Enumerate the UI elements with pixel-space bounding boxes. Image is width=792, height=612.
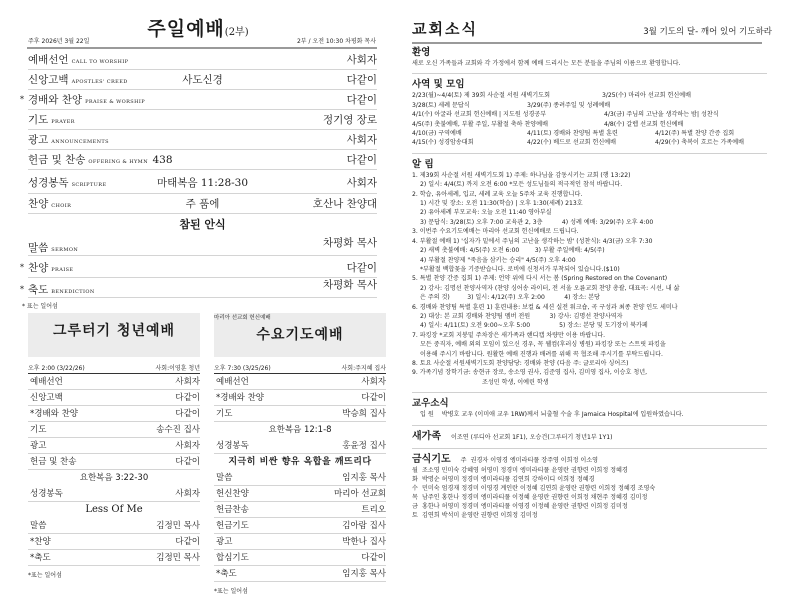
- order-item: 경배와 찬양 PRAISE & WORSHIP: [28, 94, 146, 106]
- member-news-heading: 교우소식: [412, 398, 449, 410]
- new-family-section: [412, 430, 767, 443]
- order-item: 기도 PRAYER: [28, 114, 75, 126]
- notice-line: 7. 파킹장 *교회 지붕밑 주차장은 새가족과 핸디캡 차량만 이용 바랍니다.: [412, 331, 606, 339]
- schedule-row: 4/15(수) 성경암송대회 4/22(수) 베드로 선교회 헌신예배 4/29(수) 축복이 흐르는 가족예배: [412, 139, 745, 147]
- order-item: 찬양 PRAISE: [28, 262, 74, 274]
- order-row: [28, 194, 377, 214]
- welcome-heading: 환영: [412, 47, 431, 58]
- order-row: [28, 236, 377, 256]
- order-row: [28, 130, 377, 150]
- fasting-row: 월 조소영 민미숙 강혜영 허영미 정경미 엥미라티풀 윤영란 권향련 이희정 정혜경: [412, 466, 628, 474]
- stand-marker: *: [20, 285, 24, 294]
- notice-line: 모든 중직자, 예배 외의 모임이 있으신 경우, 꼭 웰컴(후러싱 병원) 파킹장 또는 스트릿 파킹을: [420, 341, 666, 349]
- new-family-heading: 새가족: [412, 430, 441, 442]
- schedule-row: 2/23(월)~4/4(토) 제 39회 사순절 서원 새벽기도회 3/25(수) 마리아 선교회 헌신예배: [412, 92, 692, 100]
- notice-line: 4) 부활절 찬양제 "죽음을 삼키는 승리" 4/5(주) 오후 4:00: [420, 256, 576, 264]
- order-row: 기도 박승희 집사: [214, 406, 386, 422]
- welcome-text: 새로 오신 가족들과 교회와 각 가정에서 함께 예배 드리시는 모든 분들을 주님의 이름으로 환영합니다.: [412, 60, 681, 67]
- notice-line: 이용해 주시기 바랍니다. 원활한 예배 진행과 배려를 위해 꼭 협조해 주시기를 부탁드립니다.: [420, 350, 663, 358]
- notice-line: 9. 가족기념 장학기금: 송현규 장로, 송소영 권사, 김준영 집사, 김미영 집사, 이승호 청년,: [412, 369, 648, 377]
- notice-line: 8. 토요 사순절 서원새벽기도회 찬양담당: 경배와 찬양 (다음 주: 글로리아 싱어즈): [412, 359, 629, 367]
- notice-line: 1) 시간 및 장소: 오전 11:30(학습) | 오후 1:30(세례) 213호: [420, 200, 583, 208]
- order-row: 헌금찬송 트리오: [214, 502, 386, 518]
- news-content: [412, 46, 767, 520]
- order-leader: 정기영 장로: [322, 114, 377, 126]
- notice-line: 4) 일시: 4/11(토) 오전 9:00~오후 5:00 5) 장소: 본당 및 도기장이 북카페: [420, 322, 648, 330]
- order-item: 광고 ANNOUNCEMENTS: [28, 134, 109, 146]
- notice-line: 3. 이번주 수요기도예배는 마리아 선교회 헌신예배로 드립니다.: [412, 228, 579, 236]
- youth-service-meta: [28, 357, 200, 374]
- order-row: *경배와 찬양 다같이: [214, 390, 386, 406]
- hospitalized-label: 입 원: [420, 411, 434, 419]
- scripture-reference: 요한복음 3:22-30: [79, 473, 149, 483]
- stand-marker: *: [20, 95, 24, 104]
- title-text: 주일예배: [147, 18, 225, 40]
- order-row: 헌금기도 김아람 집사: [214, 518, 386, 534]
- divider: [412, 448, 767, 449]
- order-item: 찬양 CHOIR: [28, 198, 72, 210]
- order-row: [28, 110, 377, 130]
- order-leader: 다같이: [346, 262, 377, 274]
- fasting-prayer-section: [412, 453, 767, 520]
- fasting-row: 주 권경자 이영경 엥미라티풀 장주영 이희정 이소영: [460, 456, 599, 464]
- notice-line: 6. 경배와 찬양팀 특별 훈련 1) 훈련내용: 보컬 & 세션 실전 워크숍, 곡 구성과 최종 찬양 인도 세미나: [412, 303, 678, 311]
- stand-footnote: * 표는 일어섬: [22, 303, 58, 310]
- notice-line: 4. 부활절 예배 1) '십자가 밑에서 주님의 고난을 생각하는 밤' (성찬식): 4/3(금) 오후 7:30: [412, 237, 653, 245]
- order-row: 성경봉독 사회자: [28, 486, 200, 502]
- order-row: *찬양 다같이: [28, 534, 200, 550]
- member-news-text: 박병호 교우 (이미애 교우 1RW)께서 뇌출혈 수술 후 Jamaica Hospital에 입원하였습니다.: [441, 411, 684, 419]
- order-row: [28, 50, 377, 70]
- service-time: 오후 7:30 (3/25/26): [214, 365, 271, 372]
- header-divider: [27, 47, 377, 49]
- wednesday-service-meta: [214, 357, 386, 374]
- title-suffix: (2부): [224, 27, 249, 38]
- youth-service-title: 그루터기 청년예배: [52, 323, 176, 339]
- order-row: 예배선언 사회자: [214, 374, 386, 390]
- notice-line: 2) 유아세례 부모교육: 오늘 오전 11:40 영아부실: [420, 209, 552, 217]
- service-date: 주후 2026년 3월 22일: [28, 38, 90, 45]
- order-item: 신앙고백 APOSTLES' CREED: [28, 74, 128, 86]
- member-news-line: [412, 410, 767, 419]
- notice-line: 은 주의 것) 3) 일시: 4/12(주) 오후 2:00 4) 장소: 본당: [420, 294, 600, 302]
- order-row: 말씀 임지홍 목사: [214, 470, 386, 486]
- order-item: 말씀 SERMON: [28, 242, 79, 254]
- order-leader: 다같이: [346, 154, 377, 166]
- fasting-row: 화 박명순 허영미 정경미 엥미라티풀 김연희 강하이디 이희정 정혜경: [412, 475, 595, 483]
- youth-service-header: [28, 313, 200, 357]
- order-row: 예배선언 사회자: [28, 374, 200, 390]
- stand-footnote: *표는 일어섬: [214, 588, 248, 595]
- notices-heading: 알 림: [412, 158, 434, 170]
- order-leader: 다같이: [346, 74, 377, 86]
- sermon-title: 참된 안식: [179, 218, 226, 231]
- divider: [412, 392, 767, 393]
- church-news-page: [396, 0, 792, 612]
- header-divider: [412, 42, 762, 44]
- schedule-row: 4/5(주) 촛불예배, 부활 주일, 부활절 축하 찬양예배 4/8(수) 갈렙 선교회 헌신예배: [412, 120, 684, 128]
- order-item: 축도 BENEDICTION: [28, 284, 95, 296]
- order-row: [28, 150, 377, 170]
- order-item: 성경봉독 SCRIPTURE: [28, 177, 107, 189]
- new-family-text: 이조연 (루디아 선교회 1F1), 오승건(그루터기 청년1부 1Y1): [450, 433, 613, 441]
- schedule-row: 3/28(토) 세례 문답식 3/29(주) 종려주일 및 성례예배: [412, 101, 611, 109]
- order-leader: 차평화 목사: [322, 237, 377, 249]
- divider: [412, 425, 767, 426]
- sermon-title: 지극히 비싼 향유 옥합을 깨뜨리다: [228, 457, 372, 467]
- notice-line: 조성민 학생, 이예린 학생: [482, 378, 549, 386]
- order-detail: 사도신경: [182, 74, 223, 86]
- monthly-motto: 3월 기도의 달- 깨어 있어 기도하라: [643, 27, 772, 37]
- order-row: [28, 70, 377, 90]
- service-host: 사회:주지혜 집사: [341, 365, 386, 372]
- order-row: [20, 278, 377, 298]
- youth-service: [28, 313, 200, 579]
- service-time: 오후 2:00 (3/22/26): [28, 365, 85, 372]
- divider: [412, 153, 767, 154]
- wednesday-service-header: [214, 313, 386, 357]
- notice-line: 3) 문답식: 3/28(토) 오후 7:00 교육관 2, 3층 4) 성례 예배: 3/29(주) 오후 4:00: [420, 218, 654, 226]
- order-leader: 호산나 찬양대: [312, 198, 377, 210]
- order-leader: 사회자: [346, 54, 377, 66]
- scripture-reference: 마태복음 11:28-30: [156, 177, 249, 189]
- notice-line: 2. 학습, 유아세례, 입교, 세례 교육 오늘 5주차 교육 진행합니다.: [412, 190, 583, 198]
- notice-line: 1. 제39회 사순절 서원 새벽기도회 1) 주제: 하나님을 감동시키는 교회 (행 13:22): [412, 171, 631, 179]
- order-row: *축도 김정민 목사: [28, 550, 200, 566]
- order-leader: 차평화 목사: [322, 279, 377, 291]
- order-row: [20, 256, 377, 278]
- order-row: [20, 90, 377, 110]
- service-tag: 마리아 선교회 헌신예배: [214, 315, 271, 321]
- service-host: 사회:이영훈 청년: [155, 365, 200, 372]
- fasting-row: 수 민미숙 엄경재 정경미 이영경 계인란 이정혜 김연희 윤영란 권향련 이희정 정혜경 조영숙: [412, 484, 656, 492]
- order-leader: 다같이: [346, 94, 377, 106]
- notice-line: 5. 특별 찬양 간증 집회 1) 주제: 언약 위에 다시 서는 봄 (Spring Restored on the Covenant): [412, 275, 668, 283]
- wednesday-service: [214, 313, 386, 595]
- order-item: 예배선언 CALL TO WORSHIP: [28, 54, 129, 66]
- stand-footnote: *표는 일어섬: [28, 572, 62, 579]
- schedule-row: 4/1(수) 아굴라 선교회 헌신예배 | 지도원 성경공부 4/3(금) 주님의 고난을 생각하는 밤| 성찬식: [412, 111, 719, 119]
- order-row: 합심기도 다같이: [214, 550, 386, 566]
- order-leader: 사회자: [346, 177, 377, 189]
- stand-marker: *: [20, 263, 24, 272]
- fasting-row: 토 김연희 박석미 윤영란 권향련 이희정 김미정: [412, 511, 538, 519]
- order-row: 헌금 및 찬송 다같이: [28, 454, 200, 470]
- schedule-heading: 사역 및 모임: [412, 79, 465, 91]
- notice-line: *부활절 백합꽃을 기증받습니다. 로비에 신청서가 부착되어 있습니다.($10): [420, 265, 620, 273]
- scripture-reference: 요한복음 12:1-8: [268, 425, 332, 435]
- choir-song: 주 품에: [185, 198, 220, 210]
- order-row: 기도 송수진 집사: [28, 422, 200, 438]
- order-item: 헌금 및 찬송 OFFERING & HYMN: [28, 154, 148, 166]
- schedule-row: 4/10(금) 구역예배 4/11(토) 경배와 찬양팀 특별 훈련 4/12(주) 특별 찬양 간증 집회: [412, 130, 735, 138]
- service-time: 2부 / 오전 10:30 차평화 목사: [296, 38, 376, 45]
- order-row: *경배와 찬양 다같이: [28, 406, 200, 422]
- order-row: 신앙고백 다같이: [28, 390, 200, 406]
- notice-line: 2) 대상: 본 교회 경배와 찬양팀 멤버 전원 3) 강사: 김명선 찬양사역자: [420, 312, 623, 320]
- fasting-row: 금 홍한나 허영미 정경미 엥미라티풀 이영경 이정혜 윤영란 권향련 이희정 김미정: [412, 502, 628, 510]
- notice-line: 2) 새벽 촛불예배: 4/5(주) 오전 6:00 3) 부활 주일예배: 4/5(주): [420, 247, 605, 255]
- order-leader: 사회자: [346, 134, 377, 146]
- news-title: 교회소식: [412, 20, 478, 38]
- order-row: 말씀 김정민 목사: [28, 518, 200, 534]
- fasting-heading: 금식기도: [412, 453, 451, 465]
- notice-line: 2) 강사: 김명선 찬양사역자 (찬양 싱어송 라이터, 전 서울 오륜교회 찬양 총괄, 대표곡: 시선, 내 삶: [420, 284, 680, 292]
- sunday-order-list: [20, 50, 377, 310]
- order-row: *축도 임지홍 목사: [214, 566, 386, 582]
- sermon-title: Less Of Me: [85, 504, 143, 515]
- fasting-row: 목 남주인 홍한나 정경미 엥미라티풀 이정혜 윤영란 권향련 이희정 채현주 정혜경 김미정: [412, 493, 648, 501]
- order-row: 헌신찬양 마리아 선교회: [214, 486, 386, 502]
- divider: [412, 73, 767, 74]
- notice-line: 2) 일시: 4/4(토) 까지 오전 6:00 *모든 성도님들의 적극적인 참석 바랍니다.: [420, 181, 623, 189]
- wednesday-service-title: 수요기도예배: [256, 327, 344, 343]
- order-row: 성경봉독 홍윤정 집사: [214, 438, 386, 454]
- order-row: 광고 박한나 집사: [214, 534, 386, 550]
- order-row: [28, 170, 377, 194]
- hymn-number: 438: [152, 154, 173, 166]
- order-row: 광고 사회자: [28, 438, 200, 454]
